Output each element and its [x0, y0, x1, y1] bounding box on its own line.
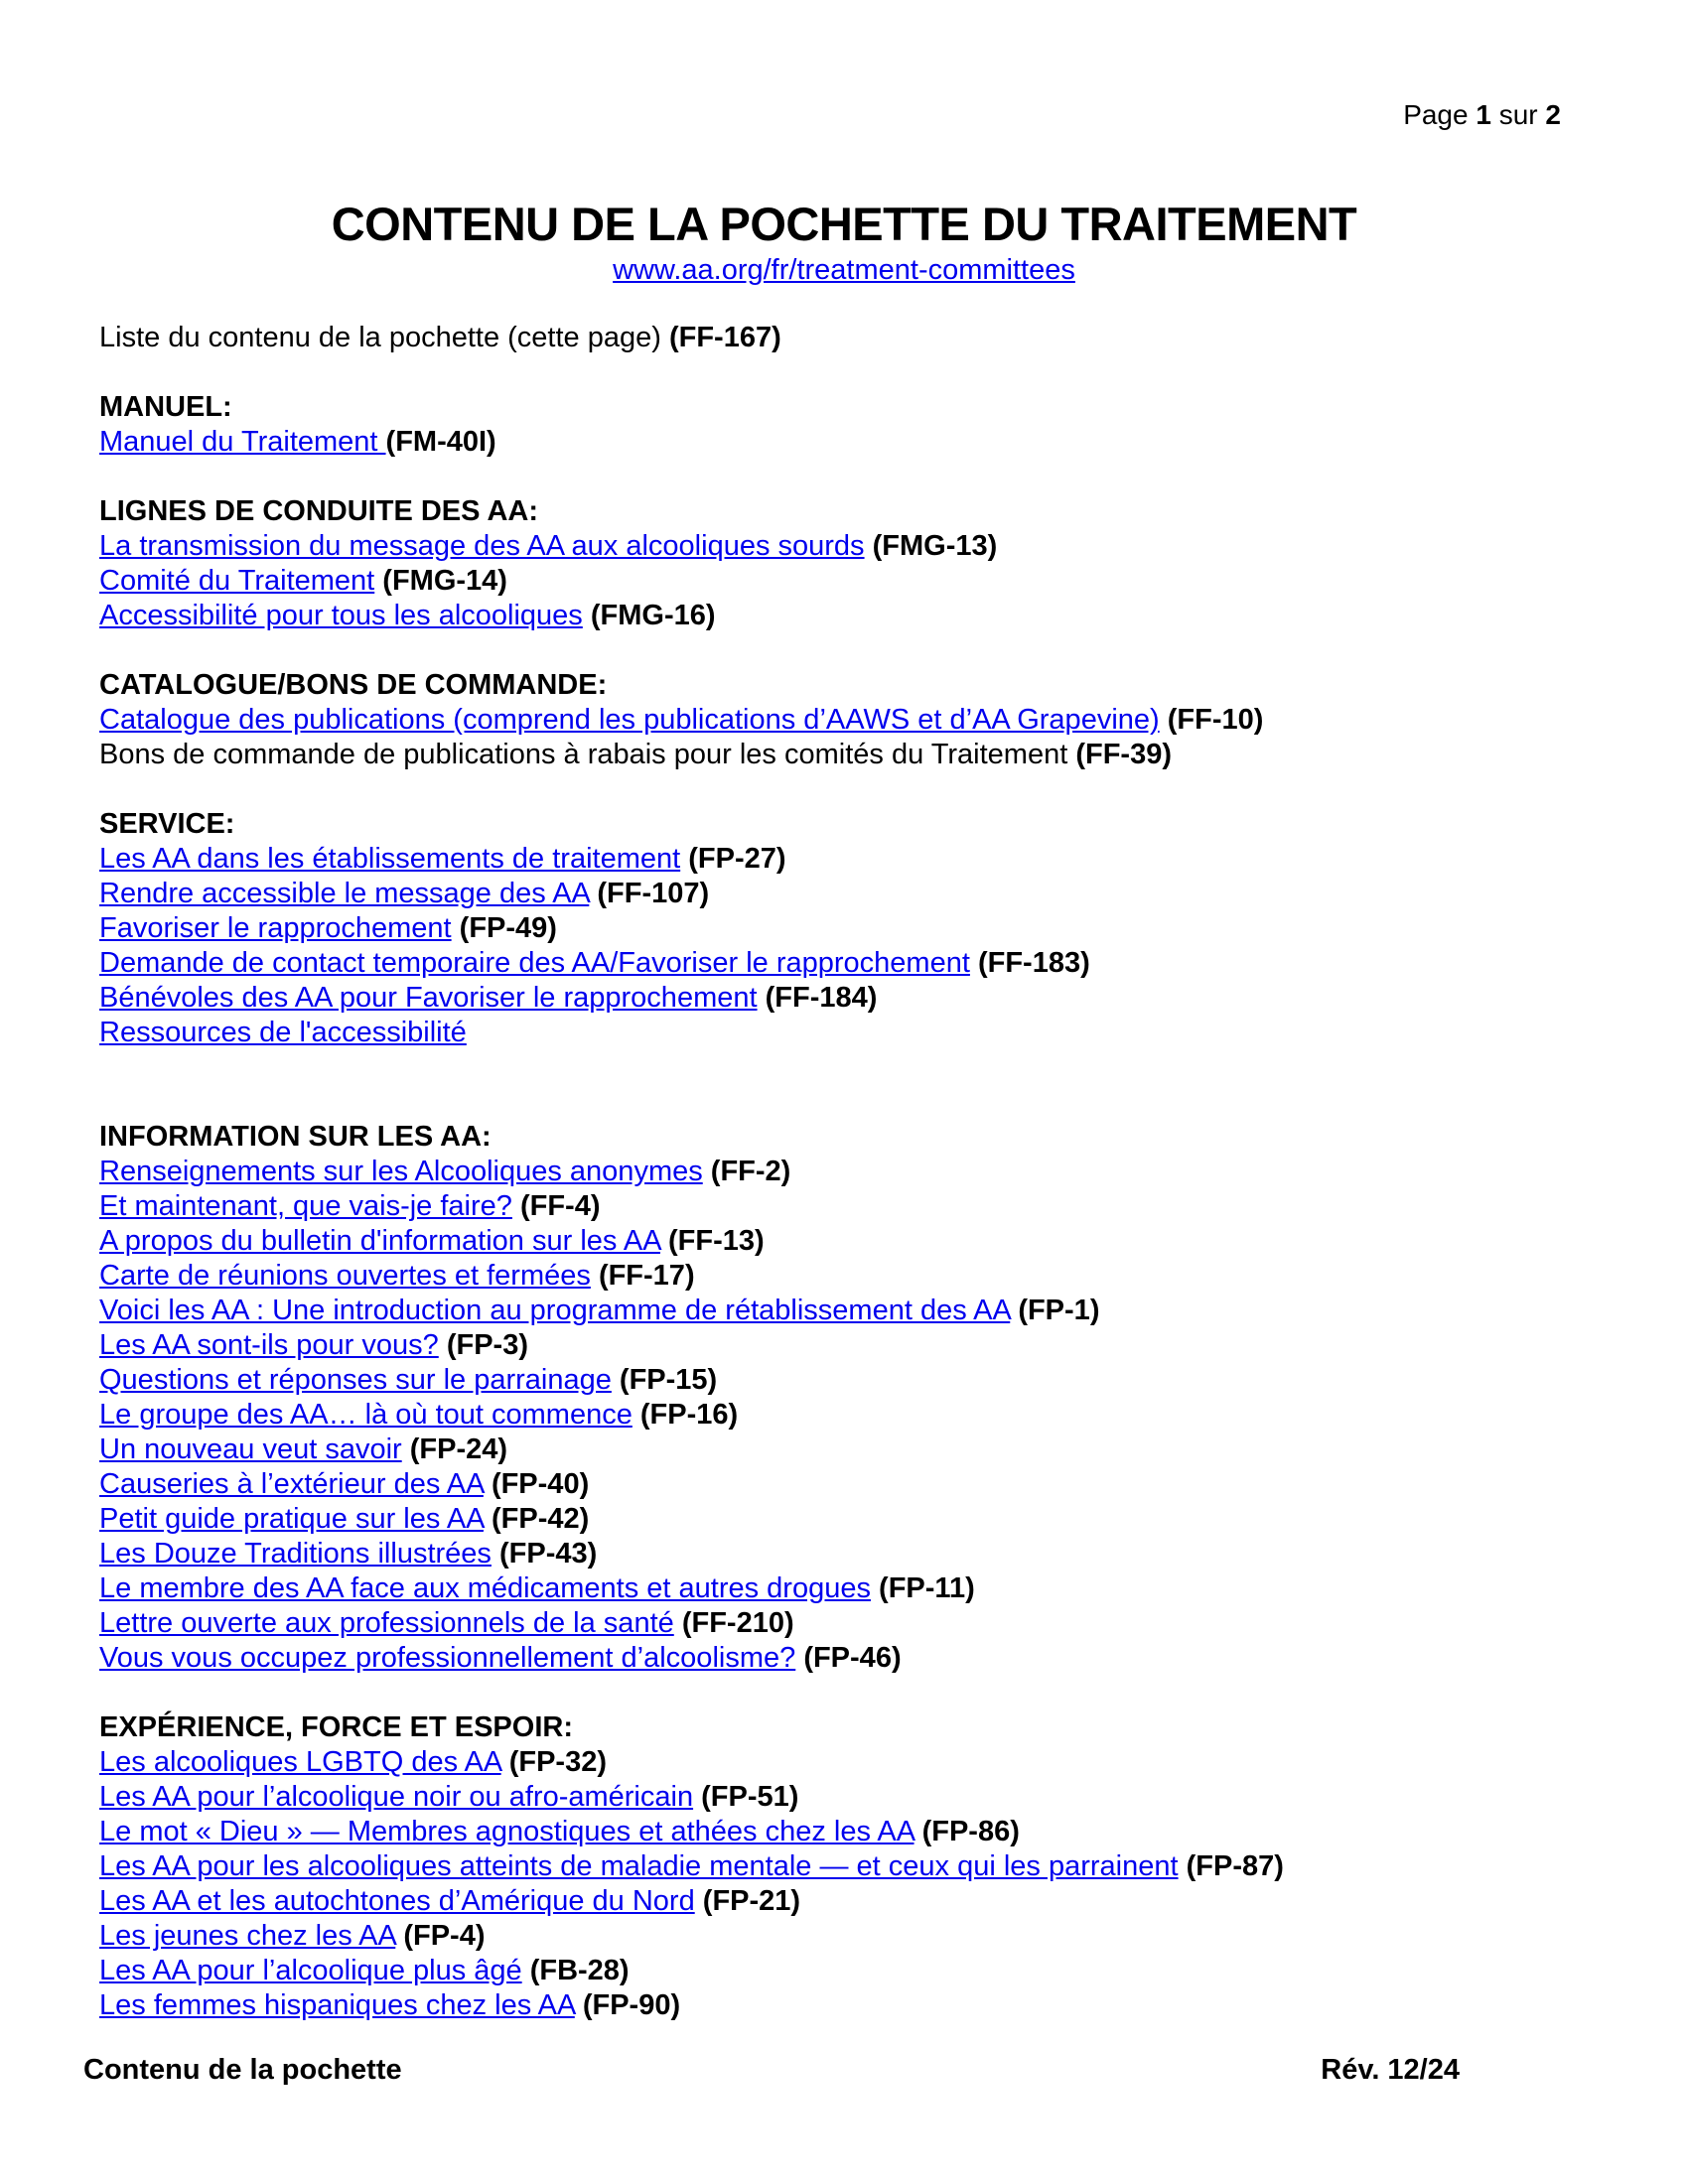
- list-item: [99, 1884, 1589, 1919]
- publication-code: (FP-49): [459, 912, 557, 944]
- intro-text: Liste du contenu de la pochette (cette page): [99, 322, 661, 353]
- publication-link[interactable]: Le membre des AA face aux médicaments et autres drogues: [99, 1572, 871, 1604]
- publication-code: (FMG-16): [590, 600, 716, 631]
- publication-code: (FF-39): [1075, 739, 1172, 770]
- publication-link[interactable]: Les alcooliques LGBTQ des AA: [99, 1746, 501, 1778]
- list-item: [99, 1433, 1589, 1467]
- list-item: [99, 1328, 1589, 1363]
- list-item: [99, 703, 1589, 738]
- publication-link[interactable]: Catalogue des publications (comprend les publications d’AAWS et d’AA Grapevine): [99, 704, 1160, 736]
- publication-code: (FP-21): [702, 1885, 801, 1917]
- page-total: 2: [1545, 99, 1561, 130]
- list-item: [99, 1224, 1589, 1259]
- publication-link[interactable]: Les jeunes chez les AA: [99, 1920, 396, 1952]
- publication-code: (FF-4): [519, 1190, 601, 1222]
- publication-link[interactable]: A propos du bulletin d'information sur les AA: [99, 1225, 660, 1257]
- publication-code: (FB-28): [529, 1955, 630, 1986]
- list-item: [99, 1954, 1589, 1988]
- publication-link[interactable]: Vous vous occupez professionnellement d’alcoolisme?: [99, 1642, 796, 1674]
- footer-document-name: Contenu de la pochette: [83, 2054, 402, 2086]
- publication-link[interactable]: Les femmes hispaniques chez les AA: [99, 1989, 575, 2021]
- list-item: [99, 1016, 1589, 1050]
- list-item: [99, 1537, 1589, 1571]
- publication-code: (FP-1): [1018, 1295, 1100, 1326]
- publication-code: (FP-4): [403, 1920, 486, 1952]
- publication-code: (FF-13): [668, 1225, 765, 1257]
- list-item: [99, 529, 1589, 564]
- publication-link[interactable]: Demande de contact temporaire des AA/Favoriser le rapprochement: [99, 947, 970, 979]
- publication-link[interactable]: Les AA pour les alcooliques atteints de maladie mentale — et ceux qui les parrainent: [99, 1850, 1179, 1882]
- list-item: [99, 1571, 1589, 1606]
- publication-link[interactable]: Les AA sont-ils pour vous?: [99, 1329, 439, 1361]
- list-item: [99, 599, 1589, 633]
- section-heading-lignes: LIGNES DE CONDUITE DES AA:: [99, 495, 539, 527]
- list-item: [99, 1849, 1589, 1884]
- document-content: [99, 321, 1589, 2023]
- publication-link[interactable]: Petit guide pratique sur les AA: [99, 1503, 484, 1535]
- list-item: [99, 1155, 1589, 1189]
- list-item: [99, 1780, 1589, 1815]
- publication-code: (FF-2): [710, 1156, 791, 1187]
- list-item: [99, 564, 1589, 599]
- footer-revision: Rév. 12/24: [1321, 2054, 1460, 2086]
- publication-code: (FF-210): [681, 1607, 794, 1639]
- publication-code: (FF-10): [1167, 704, 1264, 736]
- list-item: [99, 1745, 1589, 1780]
- list-item: [99, 1467, 1589, 1502]
- publication-code: (FP-51): [701, 1781, 799, 1813]
- publication-code: (FP-15): [619, 1364, 718, 1396]
- document-title: CONTENU DE LA POCHETTE DU TRAITEMENT: [331, 198, 1357, 250]
- publication-link[interactable]: Les AA et les autochtones d’Amérique du Nord: [99, 1885, 695, 1917]
- intro-code: (FF-167): [668, 322, 781, 353]
- spacer: [99, 460, 1589, 494]
- list-item: [99, 877, 1589, 911]
- list-item: [99, 946, 1589, 981]
- publication-code: (FF-184): [765, 982, 878, 1014]
- list-item: [99, 1815, 1589, 1849]
- publication-link[interactable]: Rendre accessible le message des AA: [99, 878, 590, 909]
- intro-line: [99, 321, 1589, 355]
- list-item: [99, 1363, 1589, 1398]
- publication-link[interactable]: Questions et réponses sur le parrainage: [99, 1364, 612, 1396]
- publication-link[interactable]: Les AA pour l’alcoolique noir ou afro-américain: [99, 1781, 694, 1813]
- publication-link[interactable]: Un nouveau veut savoir: [99, 1433, 402, 1465]
- publication-link[interactable]: Lettre ouverte aux professionnels de la santé: [99, 1607, 674, 1639]
- spacer: [99, 355, 1589, 390]
- publication-link[interactable]: Le mot « Dieu » — Membres agnostiques et athées chez les AA: [99, 1816, 914, 1847]
- publication-code: (FP-40): [491, 1468, 590, 1500]
- publication-code: (FP-24): [409, 1433, 508, 1465]
- section-heading-information: INFORMATION SUR LES AA:: [99, 1121, 492, 1153]
- publication-link[interactable]: Favoriser le rapprochement: [99, 912, 452, 944]
- publication-link[interactable]: Renseignements sur les Alcooliques anonymes: [99, 1156, 703, 1187]
- publication-code: (FP-46): [803, 1642, 902, 1674]
- spacer: [99, 772, 1589, 807]
- page-current: 1: [1476, 99, 1491, 130]
- publication-link[interactable]: Les AA dans les établissements de traitement: [99, 843, 681, 875]
- publication-code: (FMG-14): [382, 565, 507, 597]
- document-url-link[interactable]: www.aa.org/fr/treatment-committees: [613, 254, 1075, 286]
- publication-link[interactable]: Bénévoles des AA pour Favoriser le rapprochement: [99, 982, 758, 1014]
- list-item: [99, 981, 1589, 1016]
- publication-code: (FP-27): [688, 843, 786, 875]
- spacer: [99, 633, 1589, 668]
- publication-link[interactable]: Accessibilité pour tous les alcooliques: [99, 600, 583, 631]
- spacer: [99, 1050, 1589, 1120]
- list-item: [99, 1988, 1589, 2023]
- publication-code: (FP-42): [491, 1503, 590, 1535]
- publication-link[interactable]: Causeries à l’extérieur des AA: [99, 1468, 484, 1500]
- publication-code: (FM-40I): [385, 426, 496, 458]
- list-item: [99, 1259, 1589, 1294]
- document-url-container: [0, 254, 1688, 287]
- publication-code: (FP-3): [446, 1329, 528, 1361]
- publication-code: (FP-86): [921, 1816, 1020, 1847]
- section-heading-service: SERVICE:: [99, 808, 235, 840]
- list-item: [99, 738, 1589, 772]
- publication-code: (FF-183): [977, 947, 1090, 979]
- list-item: [99, 1641, 1589, 1676]
- page-number: [1403, 99, 1561, 131]
- publication-code: (FP-90): [582, 1989, 681, 2021]
- list-item: [99, 425, 1589, 460]
- list-item: [99, 1919, 1589, 1954]
- publication-link[interactable]: Carte de réunions ouvertes et fermées: [99, 1260, 591, 1292]
- section-heading-manuel: MANUEL:: [99, 391, 232, 423]
- publication-link[interactable]: Les AA pour l’alcoolique plus âgé: [99, 1955, 522, 1986]
- spacer: [99, 1676, 1589, 1710]
- publication-link[interactable]: Ressources de l'accessibilité: [99, 1017, 467, 1048]
- publication-code: (FF-17): [598, 1260, 695, 1292]
- publication-code: (FP-43): [498, 1538, 598, 1570]
- publication-link[interactable]: Manuel du Traitement: [99, 426, 386, 458]
- publication-link[interactable]: Et maintenant, que vais-je faire?: [99, 1190, 512, 1222]
- section-heading-catalogue: CATALOGUE/BONS DE COMMANDE:: [99, 669, 608, 701]
- page-separator: sur: [1498, 99, 1538, 130]
- publication-code: (FF-107): [597, 878, 710, 909]
- publication-link[interactable]: Le groupe des AA… là où tout commence: [99, 1399, 633, 1431]
- publication-code: (FP-16): [639, 1399, 739, 1431]
- publication-link[interactable]: La transmission du message des AA aux alcooliques sourds: [99, 530, 865, 562]
- list-item: [99, 842, 1589, 877]
- publication-link[interactable]: Comité du Traitement: [99, 565, 375, 597]
- list-item: [99, 1502, 1589, 1537]
- section-heading-experience: EXPÉRIENCE, FORCE ET ESPOIR:: [99, 1711, 573, 1743]
- publication-link[interactable]: Les Douze Traditions illustrées: [99, 1538, 492, 1570]
- page-prefix: Page: [1403, 99, 1469, 130]
- publication-code: (FP-11): [879, 1572, 975, 1604]
- list-item: [99, 1606, 1589, 1641]
- publication-code: (FP-32): [508, 1746, 607, 1778]
- list-item: [99, 911, 1589, 946]
- list-item: [99, 1398, 1589, 1433]
- list-item: [99, 1189, 1589, 1224]
- publication-text: Bons de commande de publications à rabais pour les comités du Traitement: [99, 739, 1068, 770]
- publication-link[interactable]: Voici les AA : Une introduction au programme de rétablissement des AA: [99, 1295, 1011, 1326]
- list-item: [99, 1294, 1589, 1328]
- publication-code: (FP-87): [1186, 1850, 1284, 1882]
- publication-code: (FMG-13): [872, 530, 998, 562]
